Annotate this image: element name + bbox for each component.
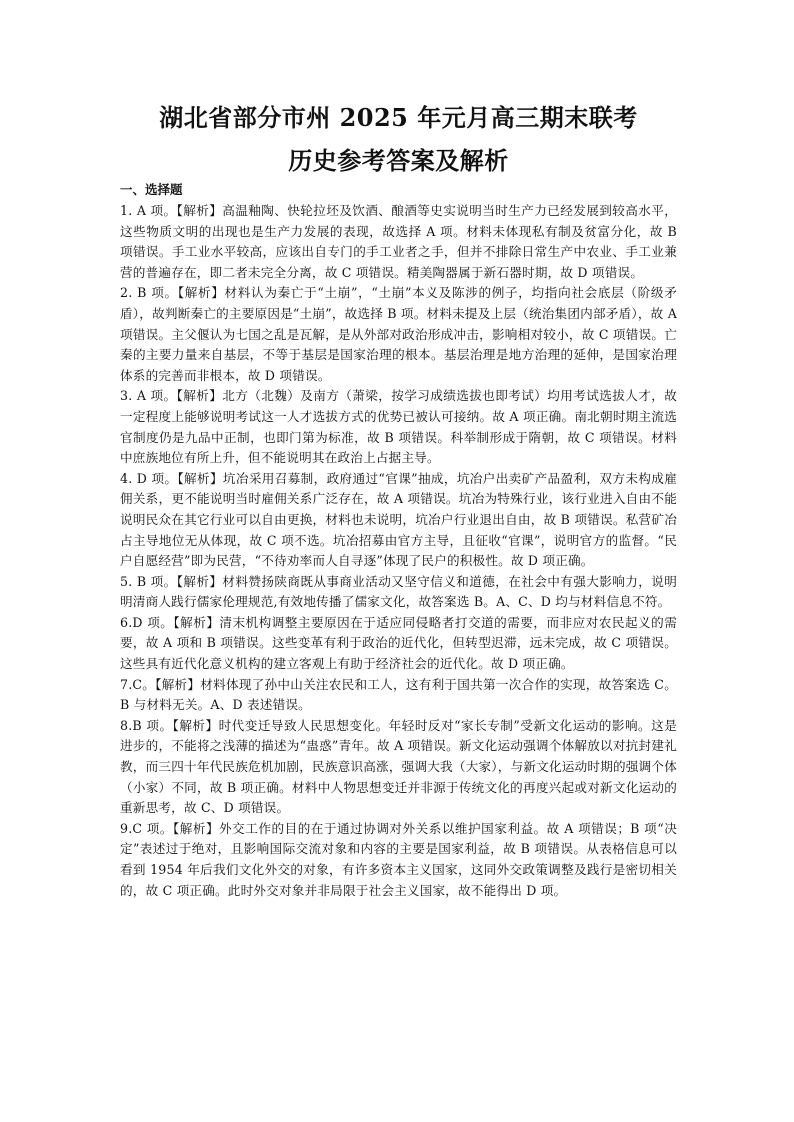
answer-item-3: 3. A 项。【解析】北方（北魏）及南方（萧梁，按学习成绩选拔也即考试）均用考试选拔人才，故一定程度上能够说明考试这一人才选拔方式的优势已被认可接纳。故 A 项正确。南北朝时期主流选官制度仍是九品中正制，也即门第为标准，故 B 项错误。科举制形成于隋朝，故 C 项错误。材料中庶族地位有所上升，但不能说明其在政治上占据主导。 bbox=[120, 388, 677, 466]
answer-item-1: 1. A 项。【解析】高温釉陶、快轮拉坯及饮酒、酿酒等史实说明当时生产力已经发展到较高水平，这些物质文明的出现也是生产力发展的表现，故选择 A 项。材料未体现私有制及贫富分化，故 B 项错误。手工业水平较高，应该出自专门的手工业者之手，但并不排除日常生产中农业、手工业兼营的普遍存在，即二者未完全分离，故 C 项错误。精美陶器属于新石器时期，故 D 项错误。 bbox=[120, 203, 677, 280]
answer-item-8: 8.B 项。【解析】时代变迁导致人民思想变化。年轻时反对“家长专制”受新文化运动的影响。这是进步的，不能将之浅薄的描述为“蛊惑”青年。故 A 项错误。新文化运动强调个体解放以对抗封建礼教，而三四十年代民族危机加剧，民族意识高涨，强调大我（大家），与新文化运动时期的强调个体（小家）不同，故 B 项正确。材料中人物思想变迁并非源于传统文化的再度兴起或对新文化运动的重新思考，故 C、D 项错误。 bbox=[120, 717, 677, 816]
answer-item-2: 2. B 项。【解析】材料认为秦亡于“土崩”，“土崩”本义及陈涉的例子，均指向社会底层（阶级矛盾），故判断秦亡的主要原因是“土崩”，故选择 B 项。材料未提及上层（统治集团内部矛盾），故 A 项错误。主父偃认为七国之乱是瓦解，是从外部对政治形成冲击，影响相对较小，故 C 项错误。亡秦的主要力量来自基层，不等于基层是国家治理的根本。基层治理是地方治理的延伸，是国家治理体系的完善而非根本，故 D 项错误。 bbox=[120, 285, 677, 383]
answer-list bbox=[120, 201, 677, 901]
page-title: 湖北省部分市州 2025 年元月高三期末联考 bbox=[159, 103, 638, 132]
answer-item-6: 6.D 项。【解析】清末机构调整主要原因在于适应同侵略者打交道的需要，而非应对农民起义的需要，故 A 项和 B 项错误。这些变革有利于政治的近代化，但转型迟滞，远未完成，故 C 项错误。这些具有近代化意义机构的建立客观上有助于经济社会的近代化。故 D 项正确。 bbox=[120, 614, 677, 672]
page-subtitle: 历史参考答案及解析 bbox=[288, 146, 509, 175]
answer-item-5: 5. B 项。【解析】材料赞扬陕商既从事商业活动又坚守信义和道德，在社会中有强大影响力，说明明清商人践行儒家伦理规范,有效地传播了儒家文化，故答案选 B。A、C、D 均与材料信息不符。 bbox=[120, 573, 677, 610]
answer-item-7: 7.C。【解析】材料体现了孙中山关注农民和工人，这有利于国共第一次合作的实现，故答案选 C。B 与材料无关。A、D 表述错误。 bbox=[120, 676, 677, 713]
section-heading: 一、选择题 bbox=[120, 182, 183, 197]
answer-item-4: 4. D 项。【解析】坑冶采用召募制，政府通过“官课”抽成，坑冶户出卖矿产品盈利，双方未构成雇佣关系，更不能说明当时雇佣关系广泛存在，故 A 项错误。坑冶为特殊行业，该行业进入自由不能说明民众在其它行业可以自由更换，材料也未说明，坑冶户行业退出自由，故 B 项错误。私营矿冶占主导地位无从体现，故 C 项不选。坑冶招募由官方主导，且征收“官课”，说明官方的监督。“民户自愿经营”即为民营，“不待劝率而人自寻逐”体现了民户的积极性。故 D 项正确。 bbox=[120, 470, 677, 569]
answer-item-9: 9.C 项。【解析】外交工作的目的在于通过协调对外关系以维护国家利益。故 A 项错误；B 项“决定”表述过于绝对，且影响国际交流对象和内容的主要是国家利益，故 B 项错误。从表格信息可以看到 1954 年后我们文化外交的对象，有许多资本主义国家，这同外交政策调整及践行是密切相关的，故 C 项正确。此时外交对象并非局限于社会主义国家，故不能得出 D 项。 bbox=[120, 820, 677, 898]
